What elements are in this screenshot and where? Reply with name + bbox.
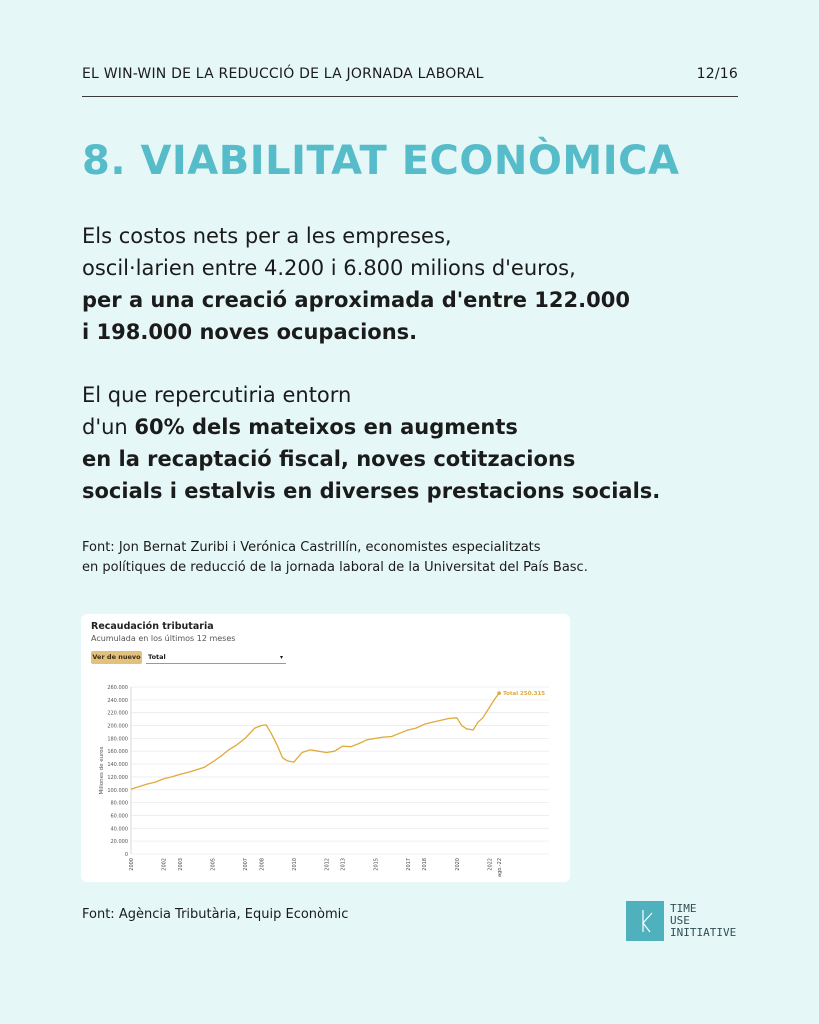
p1-bold2: i 198.000 noves ocupacions. [82, 320, 418, 344]
series-line-total [131, 693, 499, 789]
x-tick-label: 2017 [405, 858, 412, 871]
x-tick-label: 2012 [324, 858, 331, 871]
x-tick-label: 2013 [340, 858, 347, 871]
replay-button[interactable]: Ver de nuevo [91, 651, 142, 664]
p1-line1: Els costos nets per a les empreses, [82, 224, 452, 248]
x-tick-label: 2008 [259, 858, 266, 871]
chart-subtitle: Acumulada en los últimos 12 meses [91, 634, 236, 643]
x-tick-label: 2022 [487, 858, 494, 871]
logo-line2: USE [670, 914, 690, 927]
chart-card [81, 614, 570, 882]
source1-line1: Font: Jon Bernat Zuribi i Verónica Castrillín, economistes especialitzats [82, 540, 541, 555]
x-tick-label: 2015 [373, 858, 380, 871]
x-tick-label: ago.-22 [497, 858, 504, 877]
p2-bold3: socials i estalvis en diverses prestacions socials. [82, 479, 661, 503]
paragraph-costs [82, 220, 630, 348]
header-title: EL WIN-WIN DE LA REDUCCIÓ DE LA JORNADA LABORAL [82, 66, 484, 82]
y-tick-label: 260.000 [107, 685, 128, 691]
x-tick-label: 2007 [243, 858, 250, 871]
time-use-initiative-logo [626, 901, 738, 941]
source1-line2: en polítiques de reducció de la jornada laboral de la Universitat del País Basc. [82, 560, 588, 575]
paragraph-repercussion [82, 379, 660, 507]
y-tick-label: 60.000 [110, 813, 128, 820]
logo-mark [626, 901, 664, 941]
y-tick-label: 80.000 [110, 800, 128, 807]
y-tick-label: 20.000 [110, 839, 128, 846]
y-axis-label: Millones de euros [99, 746, 105, 795]
source-note-experts [82, 538, 588, 578]
p2-bold1: 60% dels mateixos en augments [134, 415, 518, 439]
y-tick-label: 100.000 [107, 787, 128, 794]
logo-line1: TIME [670, 902, 697, 915]
logo-k-icon [626, 901, 664, 941]
y-tick-label: 40.000 [110, 826, 128, 833]
page-number: 12/16 [696, 66, 738, 82]
series-select-value: Total [148, 653, 166, 661]
x-tick-label: 2002 [161, 858, 168, 871]
logo-line3: INITIATIVE [670, 926, 737, 939]
y-tick-label: 200.000 [107, 723, 128, 730]
y-tick-label: 240.000 [107, 697, 128, 704]
chart-title: Recaudación tributaria [91, 621, 214, 632]
series-select[interactable] [146, 651, 286, 664]
p2-bold2: en la recaptació fiscal, noves cotitzacions [82, 447, 576, 471]
x-tick-label: 2000 [129, 858, 135, 871]
last-point-marker [497, 691, 501, 695]
page-header [82, 66, 738, 82]
y-tick-label: 220.000 [107, 710, 128, 717]
y-tick-label: 180.000 [107, 736, 128, 743]
x-tick-label: 2003 [177, 858, 184, 871]
source-note-agency: Font: Agència Tributària, Equip Econòmic [82, 907, 349, 922]
p2-prefix: d'un [82, 415, 135, 439]
chevron-down-icon: ▾ [279, 654, 283, 661]
header-divider [82, 96, 738, 97]
y-tick-label: 160.000 [107, 749, 128, 756]
p2-line1: El que repercutiria entorn [82, 383, 352, 407]
y-tick-label: 140.000 [107, 762, 128, 769]
data-label-total: Total 250.315 [503, 691, 546, 698]
x-tick-label: 2020 [454, 858, 461, 871]
p1-line2: oscil·larien entre 4.200 i 6.800 milions d'euros, [82, 256, 576, 280]
x-tick-label: 2018 [422, 858, 429, 871]
p1-bold1: per a una creació aproximada d'entre 122.000 [82, 288, 630, 312]
section-heading: 8. VIABILITAT ECONÒMICA [82, 138, 680, 184]
logo-text [670, 903, 736, 939]
x-tick-label: 2010 [291, 858, 298, 871]
y-tick-label: 120.000 [107, 774, 128, 781]
y-tick-label: 0 [124, 852, 128, 858]
x-tick-label: 2005 [210, 858, 217, 871]
